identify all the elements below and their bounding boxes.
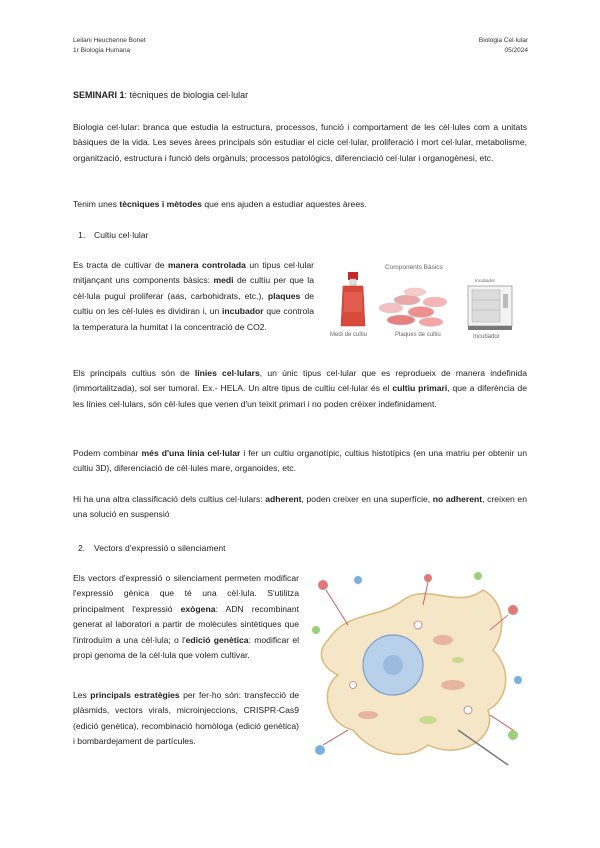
cell-lines-paragraph: Els principals cultius són de línies cel·lulars, un únic tipus cel·lular que es reprodueix de manera indefinida (immortalitzada), sol ser tumoral. Ex.- HELA. Un altre tipus de cultiu cel·lular és el cultiu primari, que a diferència de les línies cel·lulars, són cèl·lules que venen d'un teixit primari i no poden créixer indefinidament.	[73, 368, 527, 409]
culture-plates-icon	[379, 288, 447, 327]
page-title: SEMINARI 1: tècniques de biologia cel·lular	[73, 90, 249, 100]
components-figure	[325, 262, 530, 352]
author-name: Leilani Heuchenne Bonet	[73, 37, 146, 44]
intro-paragraph: Biologia cel·lular: branca que estudia la estructura, processos, funció i comportament de les cèl·lules com a unitats bàsiques de la vida. Les seves àrees principals són estudiar el cicle cel·lular, proliferació i mort cel·lular, metabolisme, organització, estructura i funció dels orgànuls; processos patològics, diferenciació cel·lular i organogènesi, etc.	[73, 122, 527, 163]
course-name: 1r Biologia Humana	[73, 47, 131, 54]
organelle	[419, 716, 437, 724]
tools-paragraph: Tenim unes tècniques i mètodes que ens ajuden a estudiar aquestes àrees.	[73, 199, 367, 209]
virus-particle	[318, 580, 328, 590]
cell-diagram-illustration	[308, 570, 530, 770]
virus-particle	[315, 745, 325, 755]
classification-paragraph: Hi ha una altra classificació dels cultius cel·lulars: adherent, poden creixer en una superfície, no adherent, creixen en una solució en suspensió	[73, 494, 527, 520]
combined-cultures-paragraph: Podem combinar més d'una línia cel·lular i fer un cultiu organotípic, cultius histotípics (en una matriu per obtenir un cultiu 3D), diferenciació de cèl·lules mare, organoides, etc.	[73, 448, 527, 474]
virus-particle	[508, 730, 518, 740]
incubator-icon	[468, 286, 512, 330]
incubator-top-label: Incubador	[475, 278, 496, 283]
organelle	[358, 711, 378, 719]
strategies-paragraph: Les principals estratègies per fer-ho són: transfecció de plàsmids, vectors virals, microinjeccions, CRISPR-Cas9 (edició genètica), recombinació homòloga (edició genètica) i bombardejament de partícules.	[73, 690, 299, 747]
organelle	[441, 680, 465, 690]
organelle	[433, 635, 453, 645]
virus-particle	[312, 626, 320, 634]
virus-particle	[514, 676, 522, 684]
vesicle	[414, 621, 422, 629]
caption-medium: Medi de cultiu	[330, 332, 368, 338]
components-heading: Components Bàsics	[385, 264, 443, 271]
section-heading-cultiu: 1. Cultiu cel·lular	[78, 230, 149, 240]
header-left	[73, 36, 146, 56]
header-right	[479, 36, 528, 56]
organelle	[452, 657, 464, 663]
subject-name: Biologia Cel·lular	[478, 37, 528, 44]
section-heading-vectors: 2. Vectors d'expressió o silenciament	[78, 543, 226, 553]
vesicle	[350, 682, 357, 689]
virus-particle	[354, 576, 362, 584]
caption-incubator: Incubador	[473, 334, 500, 340]
document-date: 05/2024	[504, 47, 528, 54]
cultiu-paragraph: Es tracta de cultivar de manera controlada un tipus cel·lular mitjançant uns components bàsics: medi de cultiu per que la cèl·lula pugui proliferar (aas, carbohidrats, etc.), plaques de cultiu on les cèl·lules es dividiran i, un incubador que controla la temperatura la humitat i la concentració de CO2.	[73, 260, 315, 332]
caption-plates: Plaques de cultiu	[395, 332, 441, 338]
vectors-paragraph: Els vectors d'expressió o silenciament permeten modificar l'expressió gènica que té una cèl·lula. S'utilitza principalment l'expressió exògena: ADN recombinant generat al laboratori a partir de molècules sintètiques que l'introduïm a una cèl·lula; o l'edició genètica: modificar el propi genoma de la cèl·lula que volem cultivar.	[73, 573, 300, 661]
virus-particle	[508, 605, 518, 615]
virus-particle	[424, 574, 432, 582]
cell-delivery-figure	[308, 570, 530, 770]
culture-medium-flask-icon	[341, 272, 365, 326]
virus-particle	[474, 572, 482, 580]
vesicle	[464, 706, 472, 714]
